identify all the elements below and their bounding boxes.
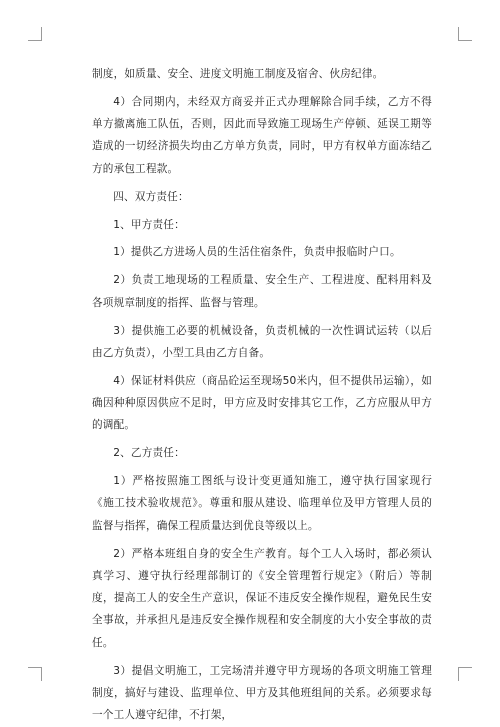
paragraph-continuation: 制度，如质量、安全、进度文明施工制度及宿舍、伙房纪律。 [92,68,384,80]
crop-mark-bottom-right-h [458,667,472,668]
crop-mark-top-right-v [458,27,459,41]
paragraph-party-a-4: 4）保证材料供应（商品砼运至现场50米内，但不提供吊运输），如确因种种原因供应不足时，甲方应及时安排其它工作，乙方应服从甲方的调配。 [92,374,432,432]
crop-mark-top-right-h [458,40,472,41]
paragraph-party-b-1: 1）严格按照施工图纸与设计变更通知施工，遵守执行国家现行《施工技术验收规范》。尊重和服从建设、临理单位及甲方管理人员的监督与指挥，确保工程质量达到优良等级以上。 [92,475,432,532]
subheading-party-b: 2、乙方责任： [113,447,185,460]
paragraph-party-a-3: 3）提供施工必要的机械设备，负责机械的一次性调试运转（以后由乙方负责），小型工具由乙方自备。 [92,324,432,359]
subheading-party-a: 1、甲方责任： [113,218,185,231]
paragraph-clause-4: 4）合同期内，未经双方商妥并正式办理解除合同手续，乙方不得单方撤离施工队伍，否则，因此而导致施工现场生产停顿、延误工期等造成的一切经济损失均由乙方单方负责，同时，甲方有权单方面冻结乙方的承包工程款。 [92,95,432,175]
paragraph-party-b-3: 3）提倡文明施工，工完场清并遵守甲方现场的各项文明施工管理制度，搞好与建设、监理单位、甲方及其他班组间的关系。必须要求每一个工人遵守纪律，不打架， [92,664,432,722]
crop-mark-bottom-left-v [41,667,42,681]
crop-mark-bottom-right-v [458,667,459,681]
paragraph-party-a-1: 1）提供乙方进场人员的生活住宿条件，负责申报临时户口。 [113,246,401,259]
section-heading-responsibilities: 四、双方责任： [113,190,189,203]
crop-mark-top-left-v [41,27,42,41]
crop-mark-bottom-left-h [28,667,42,668]
crop-mark-top-left-h [28,40,42,41]
document-body [92,63,432,727]
paragraph-party-b-2: 2）严格本班组自身的安全生产教育。每个工人入场时，都必须认真学习、遵守执行经理部制订的《安全管理暂行规定》（附后）等制度，提高工人的安全生产意识，保证不违反安全操作规程，避免民生安全事故，并承担凡是违反安全操作规程和安全制度的大小安全事故的责任。 [92,547,432,649]
paragraph-party-a-2: 2）负责工地现场的工程质量、安全生产、工程进度、配料用料及各项规章制度的指挥、监督与管理。 [92,274,432,309]
